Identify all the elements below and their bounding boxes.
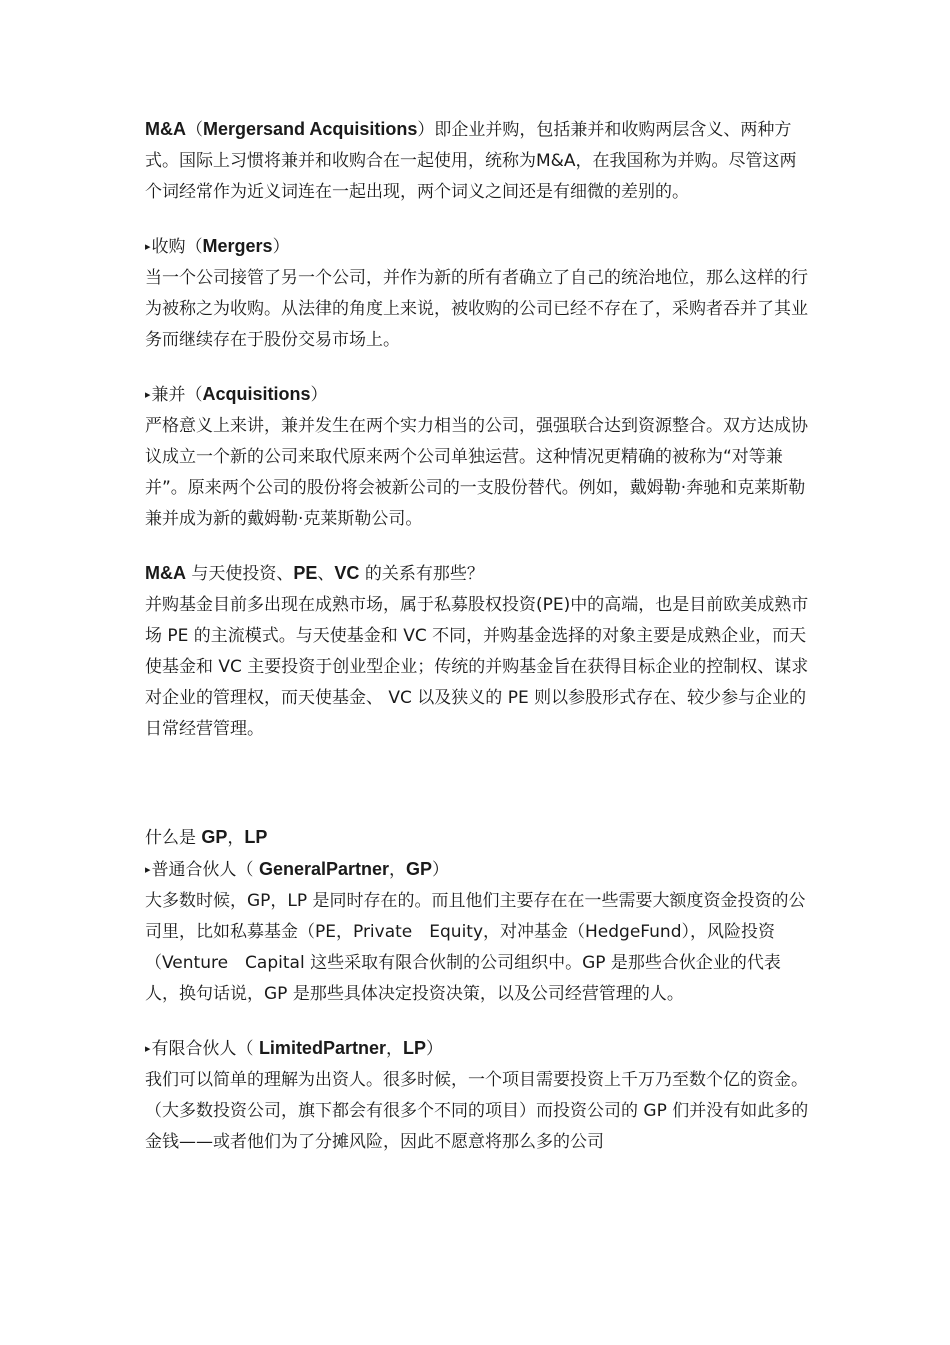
paren: （ [186,120,203,140]
gp-heading [145,854,810,886]
heading-en: LimitedPartner [258,1038,386,1058]
heading-en: GeneralPartner [258,859,389,879]
title-sep: ， [227,828,245,848]
triangle-bullet-icon: ▸ [145,1042,151,1055]
heading-close: ） [310,385,328,405]
lp-body: 我们可以简单的理解为出资人。很多时候，一个项目需要投资上千万乃至数个亿的资金。（大多数投资公司，旗下都会有很多个不同的项目）而投资公司的 GP 们并没有如此多的金钱——或者他们为了分摊风险，因此不愿意将那么多的公司 [145,1070,809,1152]
heading-close: ） [432,860,450,880]
intro-paragraph [145,114,810,208]
intro-text [145,114,810,208]
section-relation [145,558,810,745]
triangle-bullet-icon: ▸ [145,388,151,401]
ma-term: M&A [145,119,186,139]
lp-heading [145,1033,810,1065]
heading-cn: 有限合伙人（ [151,1039,259,1059]
heading-en: Acquisitions [202,384,311,404]
relation-body: 并购基金目前多出现在成熟市场，属于私募股权投资(PE)中的高端，也是目前欧美成熟市场 PE 的主流模式。与天使基金和 VC 不同，并购基金选择的对象主要是成熟企业，而天使基金和 VC 主要投资于创业型企业；传统的并购基金旨在获得目标企业的控制权、谋求对企业的管理权，而天使基金、 VC 以及狭义的 PE 则以参股形式存在、较少参与企业的日常经营管理。 [145,595,809,739]
heading-en: Mergers [202,236,273,256]
gplp-title [145,822,810,854]
heading-text: 与天使投资、 [186,564,294,584]
heading-abbr: LP [402,1038,426,1058]
lp-term: LP [244,827,268,847]
heading-cn: 收购（ [151,237,203,257]
triangle-bullet-icon: ▸ [145,863,151,876]
title-cn: 什么是 [145,828,202,848]
document-page [145,114,810,1181]
heading-abbr: GP [406,859,433,879]
acquisitions-body: 严格意义上来讲，兼并发生在两个实力相当的公司，强强联合达到资源整合。双方达成协议成立一个新的公司来取代原来两个公司单独运营。这种情况更精确的被称为“对等兼并”。原来两个公司的股份将会被新公司的一支股份替代。例如，戴姆勒·奔驰和克莱斯勒兼并成为新的戴姆勒·克莱斯勒公司。 [145,416,808,529]
heading-cn: 兼并（ [151,385,203,405]
mergers-heading [145,231,810,263]
heading-sep: ， [385,1039,403,1059]
mergers-acquisitions-term: Mergersand Acquisitions [203,119,418,139]
heading-close: ） [272,237,290,257]
section-mergers [145,231,810,356]
intro-body: ）即企业并购，包括兼并和收购两层含义、两种方式。国际上习惯将兼并和收购合在一起使用，统称为M&A，在我国称为并购。尽管这两个词经常作为近义词连在一起出现，两个词义之间还是有细微的差别的。 [145,120,797,202]
pe-term: PE [293,563,318,583]
heading-close: ） [425,1039,443,1059]
heading-cn: 普通合伙人（ [151,860,259,880]
section-lp [145,1033,810,1158]
acquisitions-heading [145,379,810,411]
heading-sep: 、 [317,564,335,584]
relation-heading [145,558,810,590]
section-gp [145,822,810,1010]
gp-body: 大多数时候，GP，LP 是同时存在的。而且他们主要存在在一些需要大额度资金投资的公司里，比如私募基金（PE，Private Equity，对冲基金（HedgeFund），风险投资（Venture Capital 这些采取有限合伙制的公司组织中。GP 是那些合伙企业的代表人，换句话说，GP 是那些具体决定投资决策，以及公司经营管理的人。 [145,891,806,1004]
spacer [145,768,810,822]
ma-term: M&A [145,563,186,583]
vc-term: VC [334,563,360,583]
heading-text: 的关系有那些？ [359,564,484,584]
gp-term: GP [201,827,228,847]
triangle-bullet-icon: ▸ [145,240,151,253]
section-acquisitions [145,379,810,535]
mergers-body: 当一个公司接管了另一个公司，并作为新的所有者确立了自己的统治地位，那么这样的行为被称之为收购。从法律的角度上来说，被收购的公司已经不存在了，采购者吞并了其业务而继续存在于股份交易市场上。 [145,268,808,350]
heading-sep: ， [389,860,406,880]
